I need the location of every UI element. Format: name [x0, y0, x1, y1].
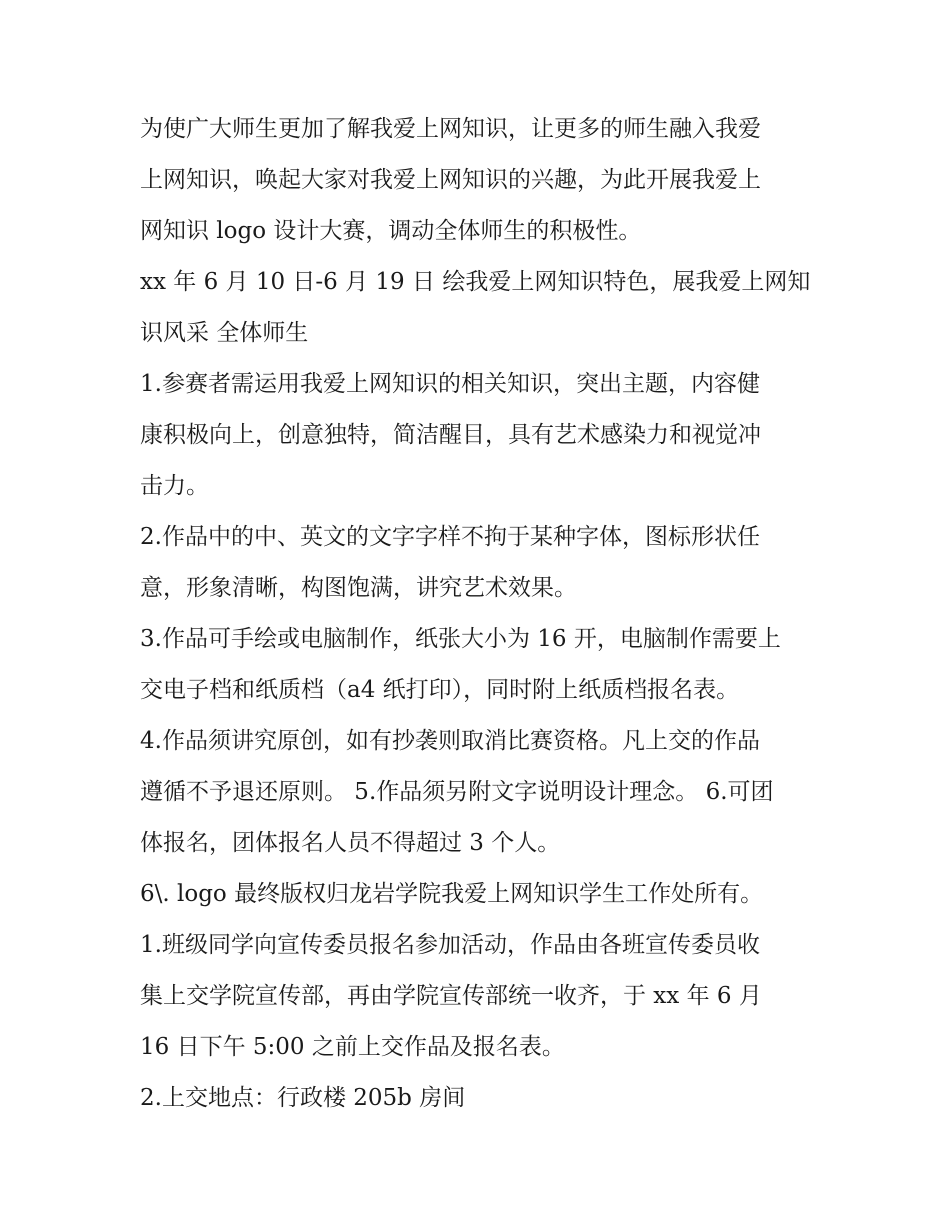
text-line: 遵循不予退还原则。 5.作品须另附文字说明设计理念。 6.可团 — [140, 779, 774, 805]
paragraph-rule-4-6 — [140, 716, 812, 869]
text-line: 16 日下午 5:00 之前上交作品及报名表。 — [140, 1034, 565, 1060]
paragraph-rule-2 — [140, 512, 812, 614]
text-line: 网知识 logo 设计大赛，调动全体师生的积极性。 — [140, 218, 642, 244]
paragraph-rule-1 — [140, 359, 812, 512]
text-line: 体报名，团体报名人员不得超过 3 个人。 — [140, 830, 561, 856]
text-line: 3.作品可手绘或电脑制作，纸张大小为 16 开，电脑制作需要上 — [140, 626, 781, 652]
paragraph-intro — [140, 104, 812, 257]
text-line: 4.作品须讲究原创，如有抄袭则取消比赛资格。凡上交的作品 — [140, 728, 760, 754]
paragraph-rule-3 — [140, 614, 812, 716]
text-line: 交电子档和纸质档（a4 纸打印），同时附上纸质档报名表。 — [140, 677, 740, 703]
text-line: 2.上交地点：行政楼 205b 房间 — [140, 1085, 466, 1111]
text-line: 意，形象清晰，构图饱满，讲究艺术效果。 — [140, 575, 577, 601]
paragraph-schedule — [140, 257, 812, 359]
text-line: 6\. logo 最终版权归龙岩学院我爱上网知识学生工作处所有。 — [140, 881, 764, 907]
text-line: 2.作品中的中、英文的文字字样不拘于某种字体，图标形状任 — [140, 524, 760, 550]
text-line: xx 年 6 月 10 日-6 月 19 日 绘我爱上网知识特色，展我爱上网知 — [140, 269, 811, 295]
document-body — [140, 104, 812, 1124]
text-line: 康积极向上，创意独特，简洁醒目，具有艺术感染力和视觉冲 — [140, 422, 761, 448]
text-line: 击力。 — [140, 473, 209, 499]
text-line: 1.参赛者需运用我爱上网知识的相关知识，突出主题，内容健 — [140, 371, 760, 397]
paragraph-location — [140, 1073, 812, 1124]
text-line: 集上交学院宣传部，再由学院宣传部统一收齐，于 xx 年 6 月 — [140, 983, 762, 1009]
text-line: 上网知识，唤起大家对我爱上网知识的兴趣，为此开展我爱上 — [140, 167, 761, 193]
text-line: 识风采 全体师生 — [140, 320, 309, 346]
text-line: 1.班级同学向宣传委员报名参加活动，作品由各班宣传委员收 — [140, 932, 760, 958]
paragraph-submission — [140, 920, 812, 1073]
text-line: 为使广大师生更加了解我爱上网知识，让更多的师生融入我爱 — [140, 116, 761, 142]
paragraph-copyright — [140, 869, 812, 920]
